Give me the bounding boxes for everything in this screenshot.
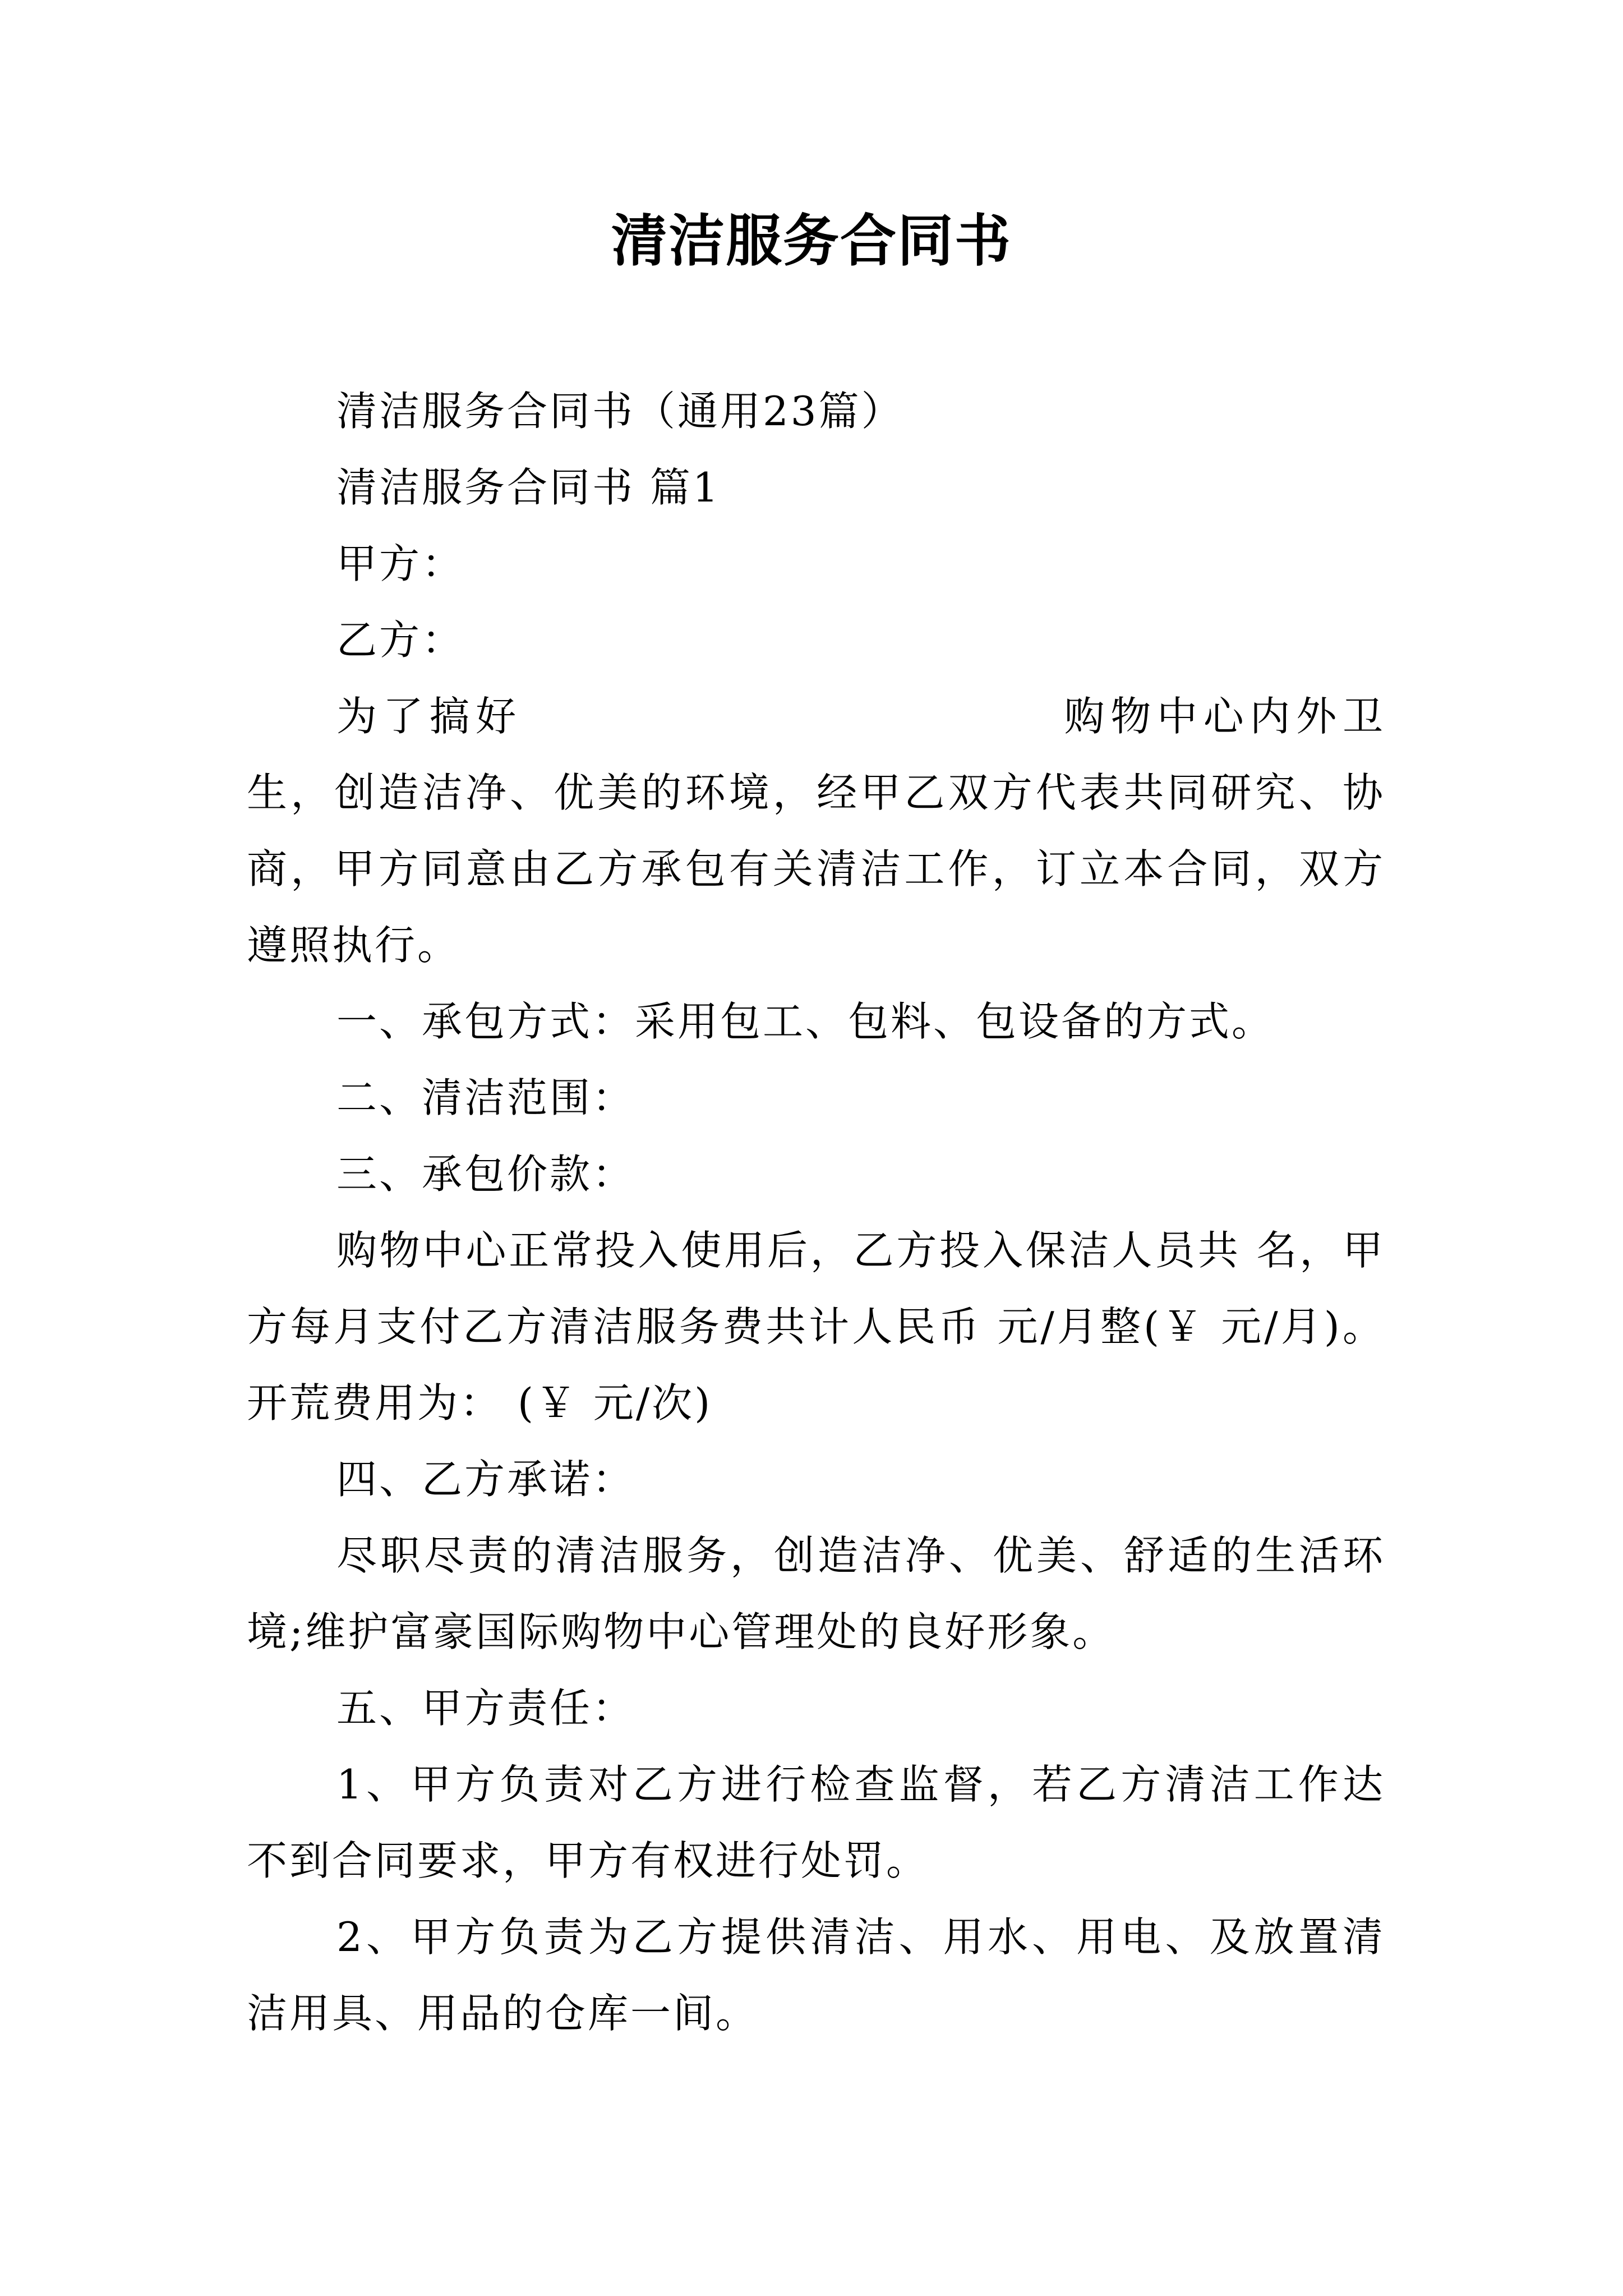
document-body — [247, 373, 1385, 2051]
paragraph-duty-2: 2、甲方负责为乙方提供清洁、用水、用电、及放置清洁用具、用品的仓库一间。 — [247, 1913, 1385, 2037]
paragraph-section-heading: 清洁服务合同书 篇1 — [336, 464, 721, 511]
paragraph-price-detail: 购物中心正常投入使用后，乙方投入保洁人员共 名，甲方每月支付乙方清洁服务费共计人民币 元/月整(￥ 元/月)。开荒费用为： (￥ 元/次) — [247, 1227, 1385, 1427]
paragraph-contract-price: 三、承包价款： — [336, 1151, 635, 1198]
paragraph-promise-detail: 尽职尽责的清洁服务，创造洁净、优美、舒适的生活环境;维护富豪国际购物中心管理处的良好形象。 — [247, 1532, 1385, 1655]
paragraph-duty-1: 1、甲方负责对乙方进行检查监督，若乙方清洁工作达不到合同要求，甲方有权进行处罚。 — [247, 1761, 1385, 1884]
paragraph-party-b-promise: 四、乙方承诺： — [336, 1456, 635, 1503]
paragraph-intro — [247, 678, 1385, 983]
intro-rest-text: 生，创造洁净、优美的环境，经甲乙双方代表共同研究、协商，甲方同意由乙方承包有关清洁工作，订立本合同，双方遵照执行。 — [247, 769, 1385, 969]
paragraph-party-b: 乙方： — [336, 616, 465, 664]
paragraph-subtitle: 清洁服务合同书（通用23篇） — [336, 388, 904, 435]
paragraph-party-a-duty: 五、甲方责任： — [336, 1685, 635, 1732]
intro-start-text: 为了搞好 — [336, 693, 522, 740]
paragraph-cleaning-scope: 二、清洁范围： — [336, 1074, 635, 1121]
paragraph-party-a: 甲方： — [336, 540, 465, 587]
paragraph-contract-method: 一、承包方式：采用包工、包料、包设备的方式。 — [336, 998, 1275, 1045]
document-title: 清洁服务合同书 — [611, 208, 1012, 274]
intro-mid-text: 购物中心内外卫 — [1060, 693, 1385, 740]
